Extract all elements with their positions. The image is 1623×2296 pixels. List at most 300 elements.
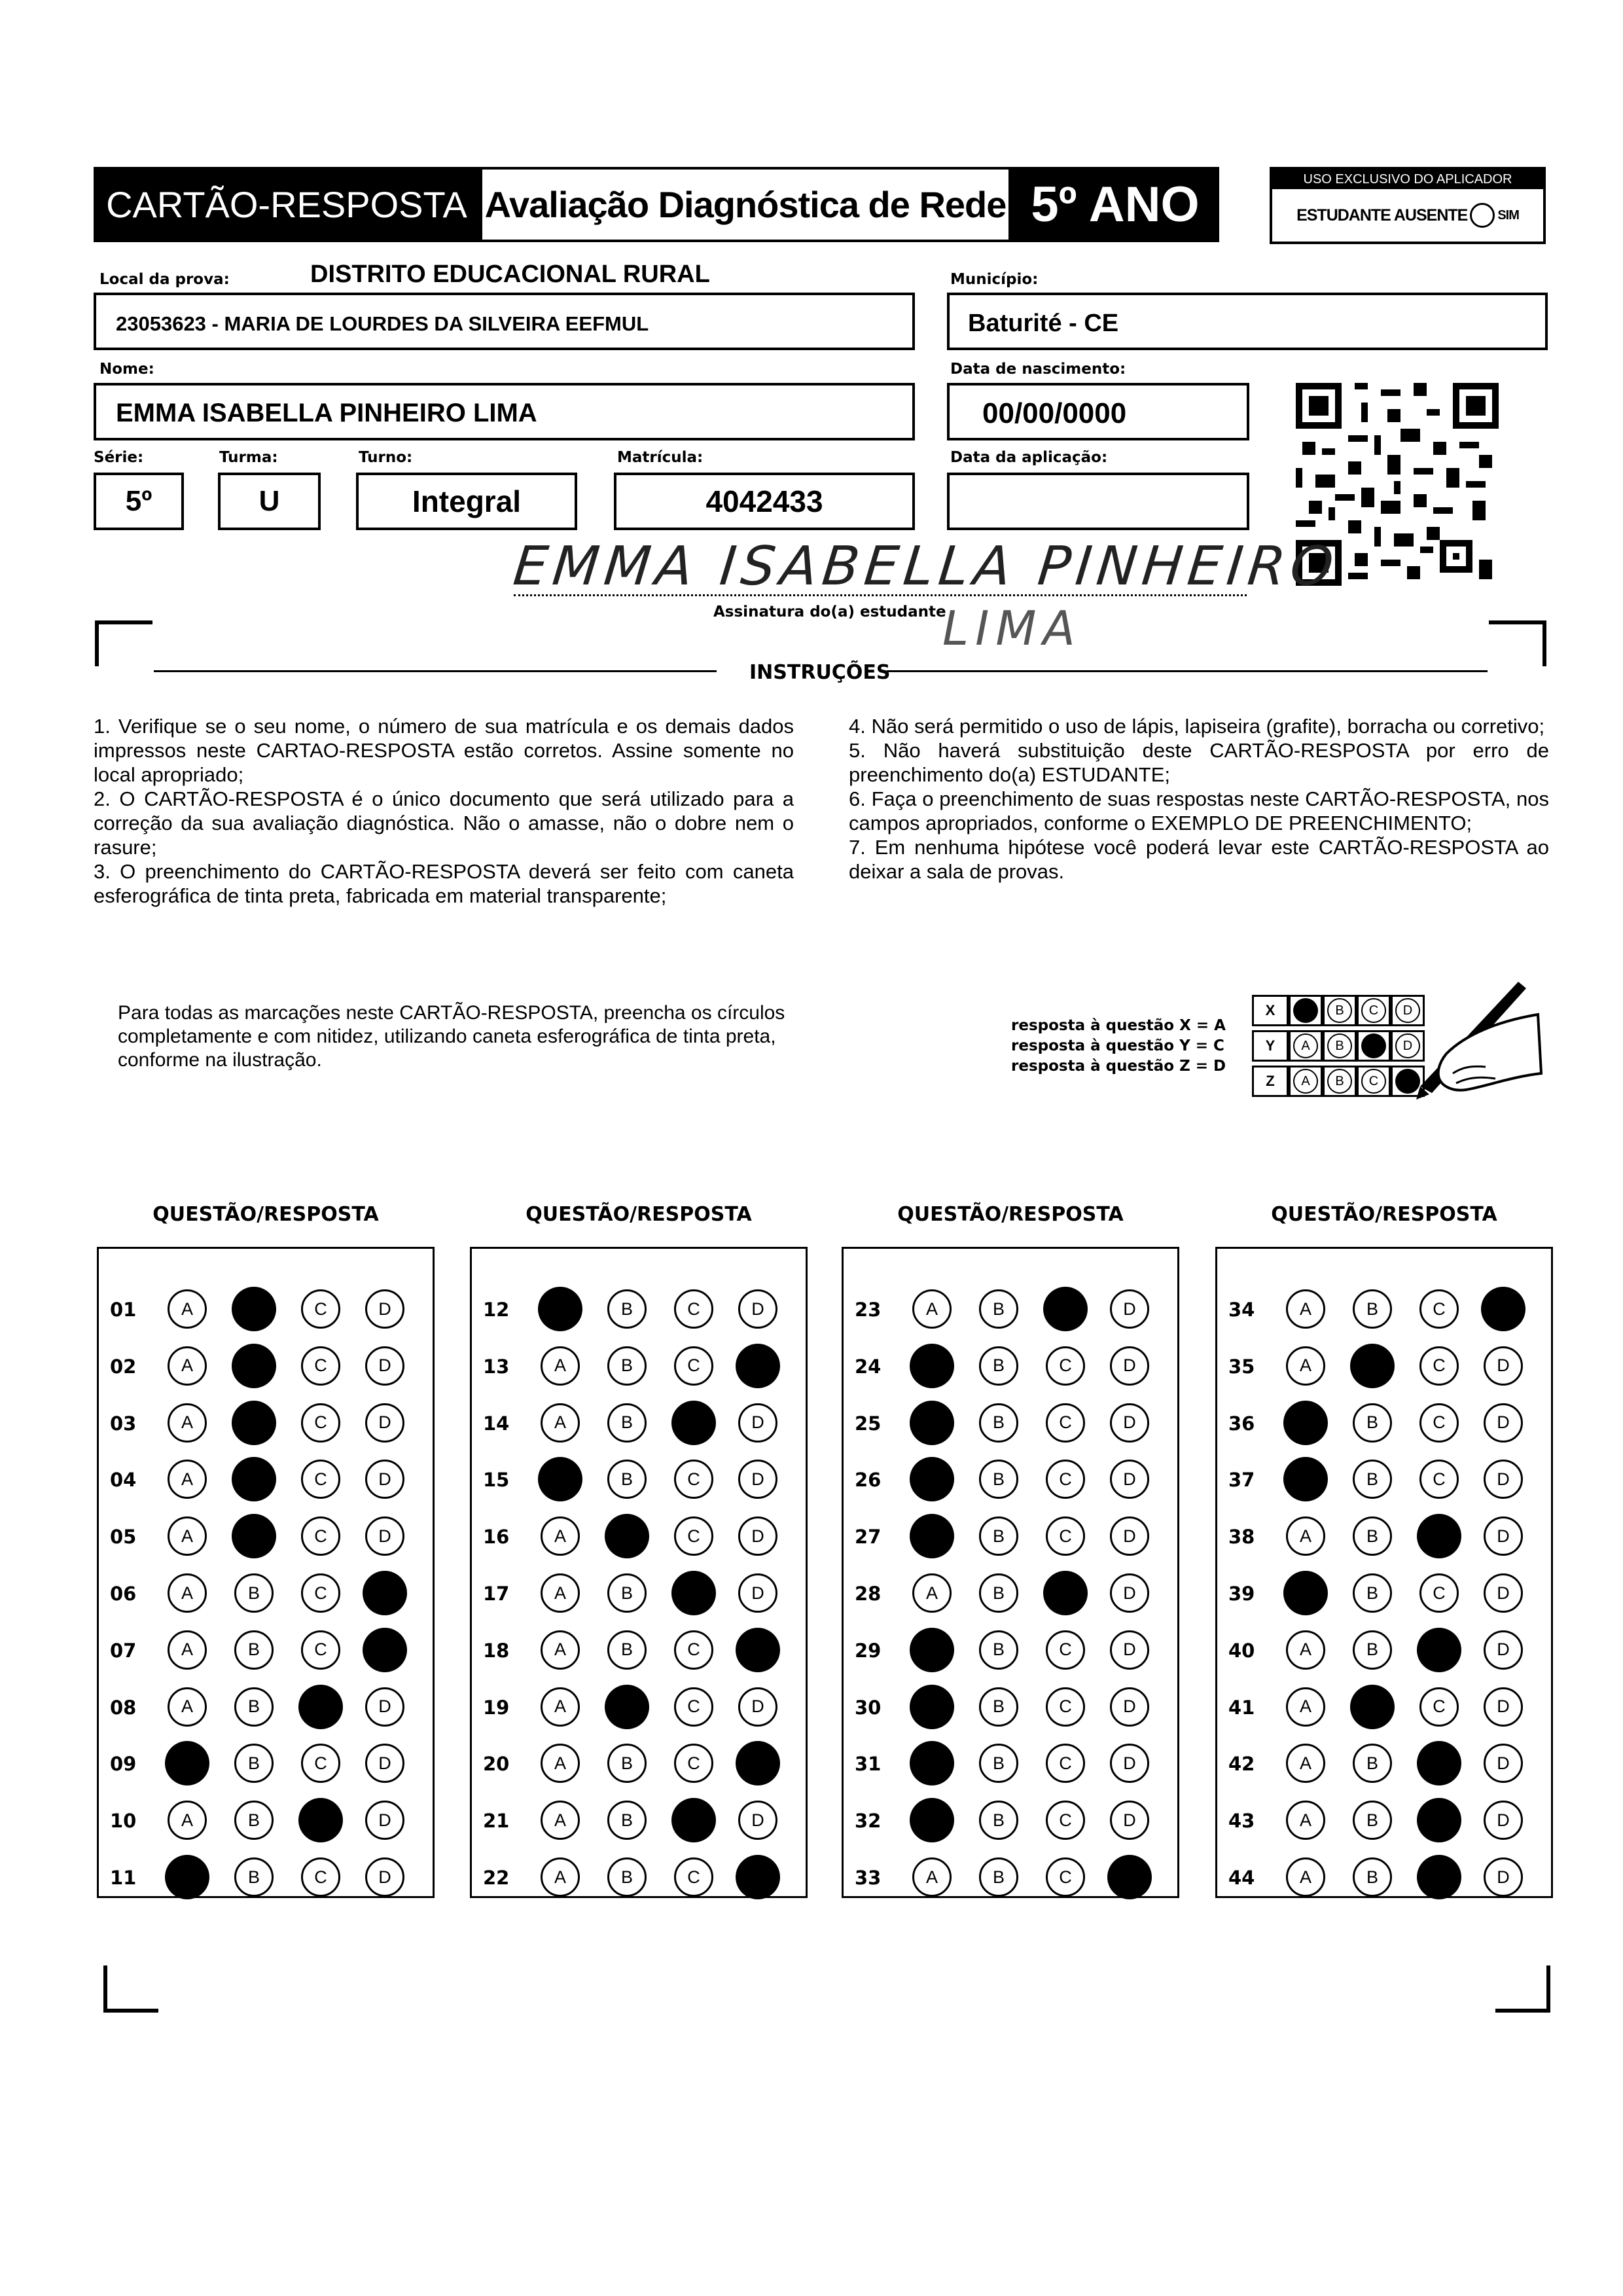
answer-bubble-c[interactable] [298,1798,343,1842]
answer-bubble-a[interactable] [910,1344,954,1388]
answer-bubble-c[interactable]: C [1046,1403,1085,1443]
answer-bubble-b[interactable]: B [607,1289,647,1329]
question-number: 16 [483,1526,510,1549]
question-number: 27 [855,1526,882,1549]
example-cell [1323,995,1357,1026]
answer-bubble-d[interactable]: D [1110,1744,1149,1783]
question-number: 22 [483,1867,510,1889]
question-number: 13 [483,1355,510,1378]
answer-bubble-d[interactable]: D [1110,1573,1149,1613]
answer-bubble-b[interactable] [605,1514,649,1558]
example-bubble: A [1293,1069,1318,1094]
nascimento-value: 00/00/0000 [982,397,1127,429]
answer-bubble-b[interactable]: B [607,1346,647,1386]
answer-bubble-d[interactable]: D [1484,1857,1523,1897]
answer-bubble-c[interactable]: C [1419,1687,1459,1727]
answer-bubble-b[interactable]: B [234,1630,274,1670]
grade-title-text: 5º ANO [1031,177,1200,232]
signature-line2: LIMA [942,601,1082,656]
example-bubble: C [1361,998,1386,1023]
answer-bubble-b[interactable]: B [979,1289,1018,1329]
instructions-rule-left [154,670,717,672]
answer-bubble-d[interactable]: D [1110,1801,1149,1840]
question-number: 19 [483,1696,510,1719]
question-number: 09 [110,1753,137,1776]
answer-bubble-d[interactable]: D [738,1573,777,1613]
question-number: 20 [483,1753,510,1776]
answer-bubble-d[interactable]: D [365,1857,404,1897]
answer-bubble-b[interactable]: B [979,1630,1018,1670]
answer-bubble-d[interactable]: D [1110,1460,1149,1499]
answer-bubble-b[interactable]: B [607,1801,647,1840]
example-cell [1357,1030,1391,1062]
question-number: 06 [110,1583,137,1605]
answer-bubble-b[interactable]: B [979,1403,1018,1443]
answer-bubble-b[interactable]: B [234,1687,274,1727]
corner-mark-bottom-right [1546,1965,1550,2013]
answer-bubble-d[interactable] [363,1628,407,1672]
answer-bubble-c[interactable]: C [674,1744,713,1783]
example-cell [1357,995,1391,1026]
answer-bubble-d[interactable]: D [365,1460,404,1499]
answer-bubble-a[interactable] [538,1457,582,1501]
answer-bubble-c[interactable]: C [1419,1403,1459,1443]
question-number: 30 [855,1696,882,1719]
turno-field [356,473,577,530]
answer-bubble-d[interactable]: D [1110,1630,1149,1670]
applicator-box [1270,167,1546,244]
answer-bubble-c[interactable]: C [1046,1516,1085,1556]
answer-bubble-a[interactable]: A [168,1516,207,1556]
answer-bubble-d[interactable]: D [365,1346,404,1386]
answer-bubble-d[interactable] [363,1571,407,1615]
answer-bubble-b[interactable]: B [979,1687,1018,1727]
answer-bubble-a[interactable] [910,1514,954,1558]
answer-bubble-c[interactable]: C [301,1516,340,1556]
answer-bubble-c[interactable]: C [1046,1460,1085,1499]
answer-bubble-b[interactable]: B [979,1460,1018,1499]
answer-bubble-a[interactable]: A [1286,1857,1325,1897]
answer-bubble-a[interactable]: A [168,1687,207,1727]
answer-bubble-c[interactable]: C [1046,1630,1085,1670]
answer-bubble-b[interactable]: B [979,1744,1018,1783]
answer-bubble-b[interactable]: B [607,1630,647,1670]
question-number: 28 [855,1583,882,1605]
answer-bubble-b[interactable]: B [1353,1403,1392,1443]
answer-bubble-c[interactable] [671,1401,716,1445]
answer-bubble-d[interactable]: D [1110,1346,1149,1386]
question-number: 03 [110,1412,137,1435]
school-field [94,293,915,350]
answer-bubble-b[interactable]: B [1353,1801,1392,1840]
example-bubble: B [1327,1069,1352,1094]
example-bubble: D [1395,1033,1420,1058]
card-title [94,167,480,242]
answer-bubble-b[interactable]: B [1353,1460,1392,1499]
answer-bubble-c[interactable]: C [301,1573,340,1613]
answer-bubble-d[interactable]: D [1110,1687,1149,1727]
absent-label: ESTUDANTE AUSENTE [1296,206,1468,224]
answer-bubble-b[interactable]: B [607,1573,647,1613]
answer-bubble-b[interactable]: B [234,1857,274,1897]
answer-bubble-d[interactable]: D [1484,1460,1523,1499]
answer-bubble-d[interactable]: D [1110,1403,1149,1443]
answer-bubble-c[interactable]: C [301,1403,340,1443]
answer-bubble-d[interactable]: D [1484,1403,1523,1443]
question-number: 41 [1228,1696,1255,1719]
answer-bubble-a[interactable]: A [541,1630,580,1670]
answer-bubble-a[interactable] [165,1855,209,1899]
answer-bubble-b[interactable]: B [234,1744,274,1783]
answer-bubble-a[interactable]: A [168,1346,207,1386]
instructions-left [94,714,794,908]
answer-bubble-a[interactable]: A [1286,1744,1325,1783]
corner-mark-top-right [1543,620,1546,666]
answer-bubble-d[interactable]: D [1484,1516,1523,1556]
nascimento-field [947,383,1249,440]
answer-bubble-a[interactable]: A [168,1460,207,1499]
answer-bubble-b[interactable] [605,1685,649,1729]
answer-bubble-b[interactable] [232,1457,276,1501]
answer-bubble-b[interactable] [1350,1685,1395,1729]
question-number: 05 [110,1526,137,1549]
answer-bubble-d[interactable]: D [738,1687,777,1727]
aplicacao-field [947,473,1249,530]
example-legend-x: resposta à questão X = A [1011,1017,1226,1034]
answer-bubble-c[interactable] [1417,1741,1461,1785]
answer-bubble-a[interactable]: A [541,1573,580,1613]
exam-title-text: Avaliação Diagnóstica de Rede [484,184,1007,225]
answer-bubble-d[interactable]: D [738,1516,777,1556]
answer-bubble-a[interactable]: A [1286,1289,1325,1329]
instruction-5: 5. Não haverá substituição deste CARTÃO-RESPOSTA por erro de preenchimento do(a) ESTUDANTE; [849,739,1549,786]
answer-bubble-c[interactable]: C [301,1630,340,1670]
answer-bubble-d[interactable]: D [1484,1801,1523,1840]
turma-value: U [259,485,280,517]
nome-value: EMMA ISABELLA PINHEIRO LIMA [116,399,537,427]
matricula-value: 4042433 [705,484,823,518]
answer-bubble-a[interactable]: A [168,1403,207,1443]
answer-bubble-c[interactable]: C [674,1346,713,1386]
question-number: 31 [855,1753,882,1776]
answer-bubble-c[interactable]: C [301,1460,340,1499]
pen-hand-icon [1407,975,1544,1106]
example-cell [1289,1066,1323,1097]
answer-bubble-c[interactable]: C [674,1857,713,1897]
instruction-7: 7. Em nenhuma hipótese você poderá levar este CARTÃO-RESPOSTA ao deixar a sala de provas. [849,836,1549,883]
answer-bubble-a[interactable]: A [912,1289,952,1329]
turma-field [218,473,321,530]
answer-bubble-a[interactable]: A [168,1630,207,1670]
answer-bubble-d[interactable]: D [738,1289,777,1329]
example-row-label: Y [1252,1030,1289,1062]
local-district: DISTRITO EDUCACIONAL RURAL [310,260,710,288]
answer-bubble-b[interactable]: B [979,1516,1018,1556]
question-number: 08 [110,1696,137,1719]
nascimento-label: Data de nascimento: [950,361,1126,378]
question-number: 10 [110,1810,137,1833]
answer-bubble-c[interactable]: C [301,1289,340,1329]
turno-label: Turno: [359,449,413,466]
corner-mark-bottom-left [103,1965,107,2013]
answer-bubble-d[interactable]: D [1484,1630,1523,1670]
question-number: 39 [1228,1583,1255,1605]
corner-mark-top-left-h [95,620,152,624]
question-number: 15 [483,1469,510,1492]
school-value: 23053623 - MARIA DE LOURDES DA SILVEIRA EEFMUL [116,312,649,335]
answer-bubble-d[interactable]: D [365,1516,404,1556]
answer-bubble-d[interactable]: D [738,1801,777,1840]
answer-bubble-b[interactable] [232,1287,276,1331]
answer-bubble-b[interactable]: B [607,1744,647,1783]
question-number: 07 [110,1639,137,1662]
answer-bubble-a[interactable] [910,1401,954,1445]
answer-bubble-a[interactable] [910,1798,954,1842]
answer-bubble-a[interactable] [1283,1571,1328,1615]
answer-bubble-c[interactable]: C [674,1289,713,1329]
answer-bubble-c[interactable]: C [301,1857,340,1897]
answer-bubble-a[interactable]: A [168,1801,207,1840]
answer-bubble-c[interactable]: C [1046,1857,1085,1897]
local-label: Local da prova: [99,271,230,288]
answer-bubble-a[interactable] [165,1741,209,1785]
example-bubble [1361,1033,1386,1058]
answer-bubble-a[interactable] [910,1457,954,1501]
answer-bubble-b[interactable]: B [979,1573,1018,1613]
answer-bubble-a[interactable]: A [541,1687,580,1727]
example-cell [1323,1030,1357,1062]
serie-value: 5º [125,485,152,517]
question-number: 29 [855,1639,882,1662]
answer-bubble-c[interactable]: C [1046,1687,1085,1727]
answer-bubble-d[interactable]: D [365,1744,404,1783]
applicator-box-title: USO EXCLUSIVO DO APLICADOR [1272,170,1543,189]
answer-bubble-c[interactable]: C [1419,1573,1459,1613]
answer-bubble-c[interactable]: C [1419,1289,1459,1329]
instructions-right [849,714,1549,884]
answer-bubble-b[interactable]: B [234,1801,274,1840]
corner-mark-top-right-h [1489,620,1546,624]
answer-bubble-c[interactable]: C [301,1744,340,1783]
answer-bubble-d[interactable] [736,1741,780,1785]
answer-bubble-a[interactable] [910,1685,954,1729]
grade-title [1011,167,1219,242]
question-number: 12 [483,1299,510,1321]
question-number: 44 [1228,1867,1255,1889]
answer-bubble-b[interactable]: B [234,1573,274,1613]
municipio-field [947,293,1548,350]
answer-bubble-c[interactable]: C [674,1687,713,1727]
signature-label: Assinatura do(a) estudante [713,603,946,620]
answer-bubble-b[interactable]: B [607,1857,647,1897]
answer-bubble-b[interactable]: B [1353,1289,1392,1329]
answer-bubble-c[interactable] [671,1798,716,1842]
answer-bubble-c[interactable] [1417,1798,1461,1842]
answer-bubble-c[interactable]: C [1046,1346,1085,1386]
question-number: 11 [110,1867,137,1889]
example-cell [1323,1066,1357,1097]
corner-mark-top-left [95,620,99,666]
answer-bubble-b[interactable]: B [1353,1857,1392,1897]
answer-bubble-b[interactable]: B [979,1801,1018,1840]
answer-bubble-b[interactable]: B [979,1857,1018,1897]
answer-bubble-c[interactable] [1417,1628,1461,1672]
example-row-label: Z [1252,1066,1289,1097]
answer-bubble-d[interactable]: D [365,1687,404,1727]
answer-bubble-a[interactable]: A [541,1857,580,1897]
answer-bubble-c[interactable] [1043,1287,1088,1331]
instructions-rule-right [887,670,1488,672]
answer-bubble-d[interactable] [1107,1855,1152,1899]
answer-bubble-b[interactable]: B [1353,1630,1392,1670]
answer-bubble-a[interactable]: A [1286,1346,1325,1386]
signature-line1: EMMA ISABELLA PINHEIRO [510,535,1342,598]
answer-bubble-d[interactable]: D [738,1403,777,1443]
absent-yes-label: SIM [1497,207,1519,223]
example-row-label: X [1252,995,1289,1026]
answer-bubble-a[interactable]: A [541,1403,580,1443]
answer-bubble-d[interactable]: D [1484,1687,1523,1727]
answer-bubble-d[interactable]: D [365,1403,404,1443]
question-number: 17 [483,1583,510,1605]
nome-label: Nome: [99,361,154,378]
answer-bubble-d[interactable]: D [1110,1516,1149,1556]
answer-bubble-a[interactable]: A [541,1516,580,1556]
answer-bubble-b[interactable]: B [607,1460,647,1499]
question-number: 25 [855,1412,882,1435]
answer-bubble-b[interactable]: B [607,1403,647,1443]
answer-bubble-b[interactable]: B [979,1346,1018,1386]
instruction-6: 6. Faça o preenchimento de suas respostas neste CARTÃO-RESPOSTA, nos campos apropriados, conforme o EXEMPLO DE PREENCHIMENTO; [849,787,1549,834]
answer-bubble-d[interactable]: D [1484,1744,1523,1783]
answer-bubble-c[interactable]: C [301,1346,340,1386]
turno-value: Integral [412,484,522,518]
answer-bubble-b[interactable]: B [1353,1516,1392,1556]
instruction-4: 4. Não será permitido o uso de lápis, lapiseira (grafite), borracha ou corretivo; [849,715,1545,738]
answer-bubble-b[interactable] [1350,1344,1395,1388]
column-header: QUESTÃO/RESPOSTA [526,1203,752,1226]
answer-bubble-d[interactable]: D [365,1801,404,1840]
answer-bubble-c[interactable]: C [1046,1744,1085,1783]
fill-note: Para todas as marcações neste CARTÃO-RESPOSTA, preencha os círculos completamente e com nitidez, utilizando caneta esferográfica de tinta preta, conforme na ilustração. [118,1002,785,1071]
answer-bubble-a[interactable] [910,1628,954,1672]
answer-bubble-d[interactable] [736,1344,780,1388]
example-bubble: C [1361,1069,1386,1094]
answer-bubble-a[interactable]: A [1286,1687,1325,1727]
example-cell [1289,1030,1323,1062]
answer-bubble-a[interactable]: A [168,1289,207,1329]
answer-bubble-a[interactable]: A [541,1744,580,1783]
turma-label: Turma: [219,449,278,466]
instruction-2: 2. O CARTÃO-RESPOSTA é o único documento que será utilizado para a correção da sua avaliação diagnóstica. Não o amasse, não o dobre nem o rasure; [94,787,794,859]
answer-bubble-d[interactable]: D [1484,1346,1523,1386]
answer-bubble-d[interactable] [736,1628,780,1672]
column-header: QUESTÃO/RESPOSTA [152,1203,379,1226]
instructions-title: INSTRUÇÕES [749,661,891,684]
question-number: 43 [1228,1810,1255,1833]
answer-bubble-a[interactable]: A [541,1346,580,1386]
answer-bubble-d[interactable]: D [365,1289,404,1329]
question-number: 40 [1228,1639,1255,1662]
answer-bubble-a[interactable]: A [912,1857,952,1897]
aplicacao-label: Data da aplicação: [950,449,1108,466]
answer-bubble-c[interactable]: C [1046,1801,1085,1840]
answer-bubble-d[interactable] [736,1855,780,1899]
question-number: 14 [483,1412,510,1435]
answer-bubble-a[interactable] [1283,1401,1328,1445]
question-number: 26 [855,1469,882,1492]
answer-bubble-a[interactable]: A [912,1573,952,1613]
absent-checkbox[interactable] [1470,203,1495,228]
applicator-box-row [1272,189,1543,242]
answer-bubble-d[interactable]: D [738,1460,777,1499]
matricula-label: Matrícula: [617,449,704,466]
example-legend-z: resposta à questão Z = D [1011,1058,1226,1075]
answer-bubble-a[interactable]: A [168,1573,207,1613]
column-header: QUESTÃO/RESPOSTA [1271,1203,1497,1226]
question-number: 32 [855,1810,882,1833]
signature-handwriting [510,535,1342,666]
answer-bubble-c[interactable] [1043,1571,1088,1615]
answer-bubble-a[interactable]: A [1286,1801,1325,1840]
answer-bubble-c[interactable] [1417,1514,1461,1558]
example-legend [1011,1016,1226,1077]
answer-bubble-a[interactable]: A [1286,1630,1325,1670]
answer-bubble-d[interactable] [1481,1287,1525,1331]
answer-bubble-b[interactable]: B [1353,1744,1392,1783]
answer-bubble-d[interactable]: D [1484,1573,1523,1613]
answer-bubble-c[interactable]: C [674,1460,713,1499]
answer-bubble-b[interactable] [232,1514,276,1558]
answer-bubble-b[interactable] [232,1344,276,1388]
question-number: 37 [1228,1469,1255,1492]
answer-bubble-c[interactable] [298,1685,343,1729]
municipio-label: Município: [950,271,1039,288]
question-number: 18 [483,1639,510,1662]
card-title-text: CARTÃO-RESPOSTA [106,184,467,225]
answer-bubble-c[interactable] [1417,1855,1461,1899]
question-number: 42 [1228,1753,1255,1776]
answer-bubble-c[interactable]: C [1419,1346,1459,1386]
question-number: 33 [855,1867,882,1889]
instruction-1: 1. Verifique se o seu nome, o número de sua matrícula e os demais dados impressos neste CARTAO-RESPOSTA estão corretos. Assine somente no local apropriado; [94,715,794,786]
municipio-value: Baturité - CE [968,310,1119,337]
question-number: 35 [1228,1355,1255,1378]
answer-bubble-a[interactable]: A [1286,1516,1325,1556]
answer-bubble-c[interactable]: C [674,1516,713,1556]
question-number: 38 [1228,1526,1255,1549]
answer-bubble-a[interactable] [1283,1457,1328,1501]
example-bubble: B [1327,1033,1352,1058]
answer-bubble-c[interactable]: C [674,1630,713,1670]
exam-title [480,167,1011,242]
signature-line [514,594,1247,596]
question-number: 34 [1228,1299,1255,1321]
question-number: 24 [855,1355,882,1378]
answer-bubble-b[interactable] [232,1401,276,1445]
matricula-field [614,473,915,530]
answer-bubble-d[interactable]: D [1110,1289,1149,1329]
answer-bubble-c[interactable]: C [1419,1460,1459,1499]
answer-bubble-a[interactable] [910,1741,954,1785]
answer-bubble-b[interactable]: B [1353,1573,1392,1613]
question-number: 01 [110,1299,137,1321]
answer-bubble-a[interactable]: A [541,1801,580,1840]
question-number: 21 [483,1810,510,1833]
answer-bubble-c[interactable] [671,1571,716,1615]
nome-field [94,383,915,440]
answer-bubble-a[interactable] [538,1287,582,1331]
